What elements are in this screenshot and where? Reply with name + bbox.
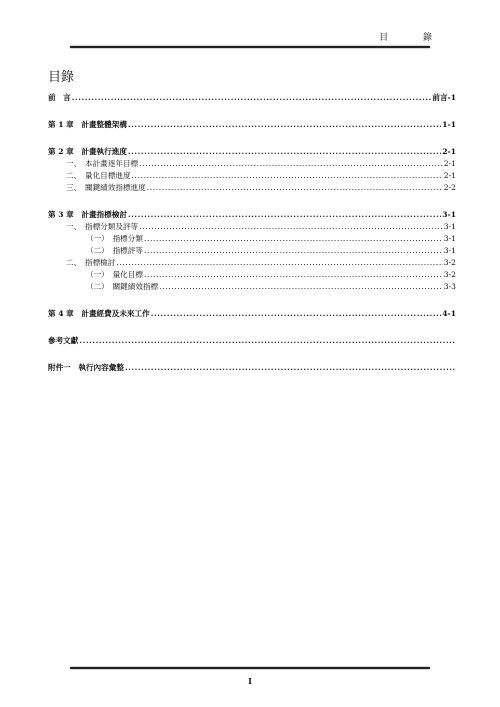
toc-dot-leader <box>144 245 443 257</box>
toc-entry-page: 2-1 <box>442 147 456 156</box>
toc-dot-leader <box>128 146 441 158</box>
toc-entry-page: 2-2 <box>443 183 456 192</box>
toc-entry-page: 3-2 <box>443 270 456 279</box>
toc-entry-page: 1-1 <box>442 120 456 129</box>
toc-spacer <box>48 293 456 308</box>
toc-dot-leader <box>139 221 443 233</box>
toc-entry[interactable] <box>48 209 456 221</box>
toc-entry-page: 3-3 <box>443 282 456 291</box>
toc-dot-leader <box>72 92 432 104</box>
table-of-contents <box>48 92 456 374</box>
toc-entry-page: 3-1 <box>442 210 456 219</box>
toc-entry-label: （二） 指標評等 <box>86 246 143 255</box>
toc-entry-label: 第 2 章 計畫執行進度 <box>48 147 127 156</box>
toc-entry[interactable] <box>48 233 456 245</box>
toc-entry[interactable] <box>48 257 456 269</box>
toc-entry[interactable] <box>48 158 456 170</box>
toc-entry-page: 3-2 <box>443 258 456 267</box>
toc-entry[interactable] <box>48 335 456 347</box>
toc-spacer <box>48 194 456 209</box>
toc-dot-leader <box>132 170 443 182</box>
toc-dot-leader <box>125 362 455 374</box>
toc-entry-page: 2-1 <box>443 159 456 168</box>
toc-spacer <box>48 104 456 119</box>
toc-dot-leader <box>144 233 443 245</box>
toc-entry-label: （一） 量化目標 <box>86 270 143 279</box>
toc-entry-label: 一、 指標分類及評等 <box>66 222 139 231</box>
toc-entry[interactable] <box>48 221 456 233</box>
running-header: 目 錄 <box>379 33 448 43</box>
toc-entry-label: 前 言 <box>48 93 71 102</box>
toc-entry-label: （二） 關鍵績效指標 <box>86 282 159 291</box>
toc-entry-label: （一） 指標分類 <box>86 234 143 243</box>
toc-dot-leader <box>116 257 442 269</box>
toc-entry-page: 4-1 <box>442 309 456 318</box>
toc-entry-label: 第 4 章 計畫經費及未來工作 <box>48 309 150 318</box>
toc-entry-page: 3-1 <box>443 222 456 231</box>
toc-dot-leader <box>128 209 441 221</box>
toc-entry-label: 附件一 執行內容彙整 <box>48 363 124 372</box>
toc-entry-page: 2-1 <box>443 171 456 180</box>
toc-entry[interactable] <box>48 245 456 257</box>
toc-entry[interactable] <box>48 269 456 281</box>
toc-dot-leader <box>147 182 443 194</box>
toc-spacer <box>48 347 456 362</box>
toc-dot-leader <box>151 308 442 320</box>
toc-entry[interactable] <box>48 92 456 104</box>
toc-entry[interactable] <box>48 146 456 158</box>
toc-entry-label: 第 3 章 計畫指標檢討 <box>48 210 127 219</box>
toc-spacer <box>48 320 456 335</box>
toc-dot-leader <box>139 158 443 170</box>
toc-entry[interactable] <box>48 119 456 131</box>
toc-title: 目錄 <box>48 70 75 85</box>
toc-entry[interactable] <box>48 308 456 320</box>
toc-dot-leader <box>159 281 443 293</box>
toc-entry[interactable] <box>48 170 456 182</box>
toc-entry-label: 二、 量化目標進度 <box>66 171 131 180</box>
toc-dot-leader <box>144 269 443 281</box>
toc-entry-page: 3-1 <box>443 234 456 243</box>
footer-rule <box>70 667 430 669</box>
header-rule <box>70 46 430 48</box>
toc-dot-leader <box>79 335 455 347</box>
toc-entry-label: 三、 關鍵績效指標進度 <box>66 183 146 192</box>
toc-spacer <box>48 131 456 146</box>
toc-entry-label: 第 1 章 計畫整體架構 <box>48 120 127 129</box>
toc-entry-page: 3-1 <box>443 246 456 255</box>
toc-entry[interactable] <box>48 362 456 374</box>
toc-entry[interactable] <box>48 281 456 293</box>
toc-dot-leader <box>128 119 441 131</box>
toc-entry-label: 一、 本計畫逐年目標 <box>66 159 139 168</box>
page-number: I <box>248 676 252 686</box>
toc-entry-page: 前言-1 <box>432 93 456 102</box>
toc-entry[interactable] <box>48 182 456 194</box>
toc-entry-label: 參考文獻 <box>48 336 79 345</box>
toc-entry-label: 二、 指標檢討 <box>66 258 116 267</box>
